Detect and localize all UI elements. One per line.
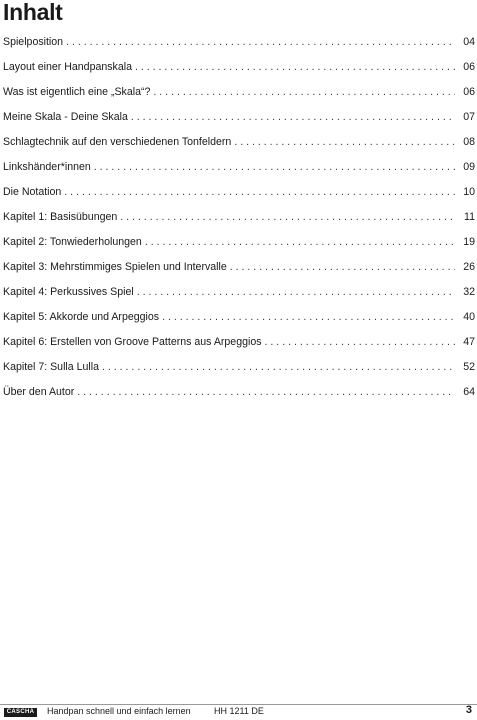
toc-entry-page: 64 — [463, 386, 475, 398]
footer-catalog-code: HH 1211 DE — [214, 706, 264, 716]
publisher-logo: CASCHA — [4, 708, 37, 717]
toc-entry-page: 07 — [463, 111, 475, 123]
toc-entry-page: 09 — [463, 161, 475, 173]
toc-entry-page: 06 — [463, 86, 475, 98]
toc-entry[interactable] — [3, 286, 475, 311]
toc-entry-page: 11 — [464, 211, 475, 223]
toc-entry-label: Kapitel 2: Tonwiederholungen — [3, 236, 142, 248]
toc-entry[interactable] — [3, 136, 475, 161]
toc-dot-leader — [94, 161, 455, 173]
toc-entry-page: 10 — [463, 186, 475, 198]
toc-entry-label: Spielposition — [3, 36, 64, 48]
toc-entry-label: Kapitel 1: Basisübungen — [3, 211, 118, 223]
toc-entry-page: 26 — [463, 261, 475, 273]
toc-dot-leader — [230, 261, 455, 273]
page-number: 3 — [465, 704, 472, 716]
toc-dot-leader — [77, 386, 455, 398]
toc-entry-label: Was ist eigentlich eine „Skala“? — [3, 86, 151, 98]
toc-entry-label: Kapitel 7: Sulla Lulla — [3, 361, 99, 373]
toc-entry[interactable] — [3, 86, 475, 111]
footer-divider — [0, 704, 477, 705]
toc-entry[interactable] — [3, 61, 475, 86]
toc-dot-leader — [135, 61, 455, 73]
toc-entry[interactable] — [3, 236, 475, 261]
toc-entry[interactable] — [3, 336, 475, 361]
toc-entry-label: Layout einer Handpanskala — [3, 61, 132, 73]
toc-entry[interactable] — [3, 361, 475, 386]
toc-entry[interactable] — [3, 111, 475, 136]
toc-entry-label: Kapitel 4: Perkussives Spiel — [3, 286, 134, 298]
toc-entry[interactable] — [3, 36, 475, 61]
toc-entry-page: 08 — [463, 136, 475, 148]
toc-entry-label: Kapitel 5: Akkorde und Arpeggios — [3, 311, 160, 323]
toc-dot-leader — [131, 111, 455, 123]
toc-dot-leader — [145, 236, 455, 248]
toc-entry[interactable] — [3, 261, 475, 286]
toc-entry-label: Meine Skala - Deine Skala — [3, 111, 128, 123]
toc-entry[interactable] — [3, 161, 475, 186]
toc-entry-label: Kapitel 3: Mehrstimmiges Spielen und Intervalle — [3, 261, 227, 273]
toc-entry-page: 40 — [463, 311, 475, 323]
toc-dot-leader — [234, 136, 455, 148]
toc-dot-leader — [120, 211, 455, 223]
toc-dot-leader — [66, 36, 455, 48]
toc-entry-label: Linkshänder*innen — [3, 161, 91, 173]
toc-entry-label: Die Notation — [3, 186, 62, 198]
toc-entry-page: 52 — [463, 361, 475, 373]
table-of-contents — [3, 36, 475, 411]
toc-dot-leader — [162, 311, 455, 323]
toc-dot-leader — [153, 86, 455, 98]
toc-dot-leader — [102, 361, 455, 373]
toc-entry-label: Kapitel 6: Erstellen von Groove Patterns aus Arpeggios — [3, 336, 262, 348]
toc-entry[interactable] — [3, 211, 475, 236]
toc-dot-leader — [64, 186, 455, 198]
toc-entry-page: 32 — [463, 286, 475, 298]
page-title: Inhalt — [3, 0, 63, 25]
footer-book-title: Handpan schnell und einfach lernen — [47, 706, 191, 716]
toc-entry-label: Über den Autor — [3, 386, 75, 398]
toc-entry-page: 06 — [463, 61, 475, 73]
toc-entry[interactable] — [3, 386, 475, 411]
toc-entry[interactable] — [3, 311, 475, 336]
toc-entry[interactable] — [3, 186, 475, 211]
toc-entry-page: 19 — [463, 236, 475, 248]
toc-entry-page: 47 — [463, 336, 475, 348]
toc-entry-label: Schlagtechnik auf den verschiedenen Tonfeldern — [3, 136, 232, 148]
page-footer — [0, 696, 477, 720]
toc-dot-leader — [137, 286, 455, 298]
toc-entry-page: 04 — [463, 36, 475, 48]
toc-dot-leader — [265, 336, 455, 348]
